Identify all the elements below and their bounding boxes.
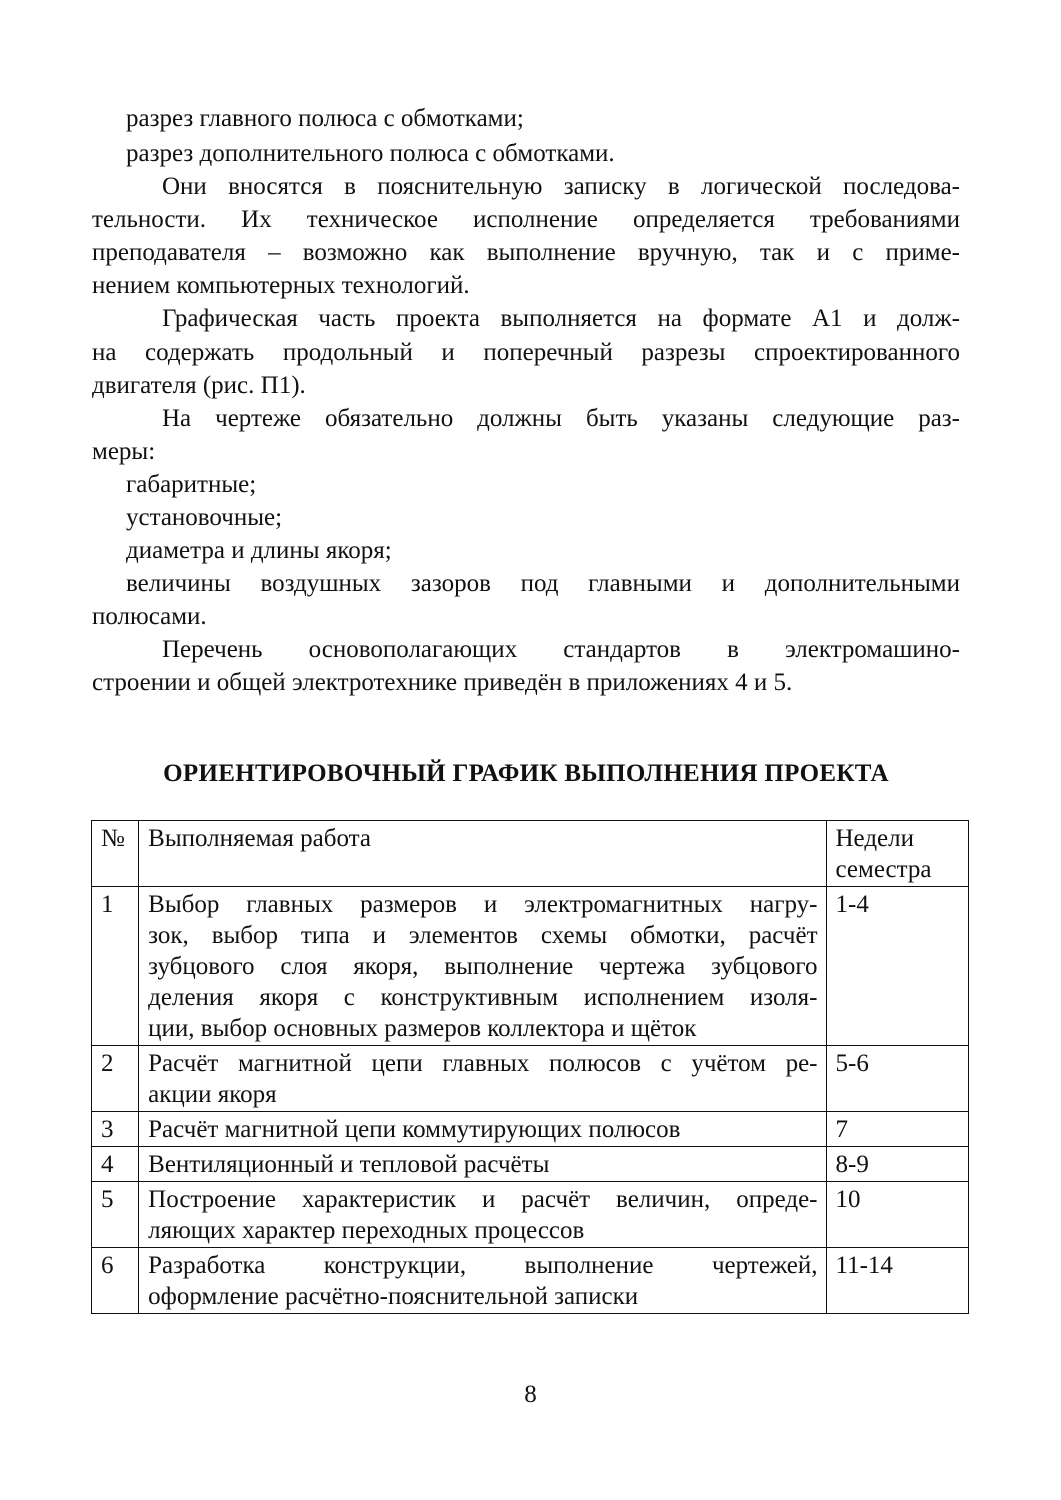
row-work-line: Вентиляционный и тепловой расчёты bbox=[148, 1151, 550, 1178]
list-item-aux-pole-section: разрез дополнительного полюса с обмотками. bbox=[126, 140, 615, 167]
row-number: 1 bbox=[92, 887, 139, 1046]
paragraph-line: На чертеже обязательно должны быть указаны следующие раз- bbox=[162, 405, 960, 432]
row-number: 3 bbox=[92, 1112, 139, 1147]
table-row bbox=[92, 1147, 969, 1182]
table-row bbox=[92, 1046, 969, 1112]
row-weeks: 10 bbox=[826, 1182, 969, 1248]
row-work-line: ляющих характер переходных процессов bbox=[148, 1217, 585, 1244]
table-header-row bbox=[92, 821, 969, 887]
row-work bbox=[139, 887, 826, 1046]
row-work bbox=[139, 1112, 826, 1147]
header-number: № bbox=[92, 821, 139, 887]
table-row bbox=[92, 1112, 969, 1147]
page-number: 8 bbox=[524, 1381, 537, 1408]
row-number: 4 bbox=[92, 1147, 139, 1182]
row-work bbox=[139, 1147, 826, 1182]
table-row bbox=[92, 1182, 969, 1248]
row-work-line: оформление расчётно-пояснительной записки bbox=[148, 1283, 639, 1310]
list-item-armature-dimensions: диаметра и длины якоря; bbox=[126, 537, 392, 564]
row-weeks: 11-14 bbox=[826, 1248, 969, 1314]
header-work: Выполняемая работа bbox=[139, 821, 826, 887]
row-work-line: Расчёт магнитной цепи главных полюсов с учётом ре- bbox=[148, 1050, 818, 1077]
row-work-line: зок, выбор типа и элементов схемы обмотки, расчёт bbox=[148, 922, 818, 949]
table-row bbox=[92, 887, 969, 1046]
row-work-line: Построение характеристик и расчёт величин, опреде- bbox=[148, 1186, 818, 1213]
header-weeks-line: Недели bbox=[835, 825, 914, 852]
table-row bbox=[92, 1248, 969, 1314]
row-weeks: 7 bbox=[826, 1112, 969, 1147]
list-item-overall-dimensions: габаритные; bbox=[126, 471, 257, 498]
paragraph-line: двигателя (рис. П1). bbox=[92, 372, 306, 399]
list-item-main-pole-section: разрез главного полюса с обмотками; bbox=[126, 105, 524, 132]
row-work-line: Выбор главных размеров и электромагнитных нагру- bbox=[148, 891, 818, 918]
row-work-line: деления якоря с конструктивным исполнением изоля- bbox=[148, 984, 818, 1011]
row-weeks: 8-9 bbox=[826, 1147, 969, 1182]
row-work-line: акции якоря bbox=[148, 1081, 277, 1108]
row-weeks: 5-6 bbox=[826, 1046, 969, 1112]
list-item-mounting-dimensions: установочные; bbox=[126, 504, 283, 531]
paragraph-line: тельности. Их техническое исполнение определяется требованиями bbox=[92, 206, 960, 233]
header-weeks bbox=[826, 821, 969, 887]
paragraph-line: Они вносятся в пояснительную записку в логической последова- bbox=[162, 173, 960, 200]
paragraph-line: меры: bbox=[92, 438, 156, 465]
row-work bbox=[139, 1248, 826, 1314]
paragraph-line: преподавателя – возможно как выполнение вручную, так и с приме- bbox=[92, 239, 960, 266]
row-work bbox=[139, 1182, 826, 1248]
paragraph-line: нением компьютерных технологий. bbox=[92, 272, 470, 299]
row-work-line: зубцового слоя якоря, выполнение чертежа зубцового bbox=[148, 953, 818, 980]
paragraph-line: Графическая часть проекта выполняется на формате А1 и долж- bbox=[162, 305, 960, 332]
row-number: 5 bbox=[92, 1182, 139, 1248]
schedule-table bbox=[91, 820, 969, 1314]
paragraph-line: на содержать продольный и поперечный разрезы спроектированного bbox=[92, 339, 960, 366]
paragraph-line: строении и общей электротехнике приведён в приложениях 4 и 5. bbox=[92, 669, 793, 696]
row-weeks: 1-4 bbox=[826, 887, 969, 1046]
section-title: ОРИЕНТИРОВОЧНЫЙ ГРАФИК ВЫПОЛНЕНИЯ ПРОЕКТА bbox=[163, 760, 889, 787]
paragraph-line: полюсами. bbox=[92, 603, 207, 630]
row-work-line: Разработка конструкции, выполнение чертежей, bbox=[148, 1252, 818, 1279]
list-item-air-gaps: величины воздушных зазоров под главными и дополнительными bbox=[126, 570, 960, 597]
header-weeks-line: семестра bbox=[835, 856, 932, 883]
paragraph-line: Перечень основополагающих стандартов в электромашино- bbox=[162, 636, 960, 663]
row-number: 6 bbox=[92, 1248, 139, 1314]
row-work bbox=[139, 1046, 826, 1112]
row-number: 2 bbox=[92, 1046, 139, 1112]
row-work-line: ции, выбор основных размеров коллектора и щёток bbox=[148, 1015, 697, 1042]
row-work-line: Расчёт магнитной цепи коммутирующих полюсов bbox=[148, 1116, 681, 1143]
